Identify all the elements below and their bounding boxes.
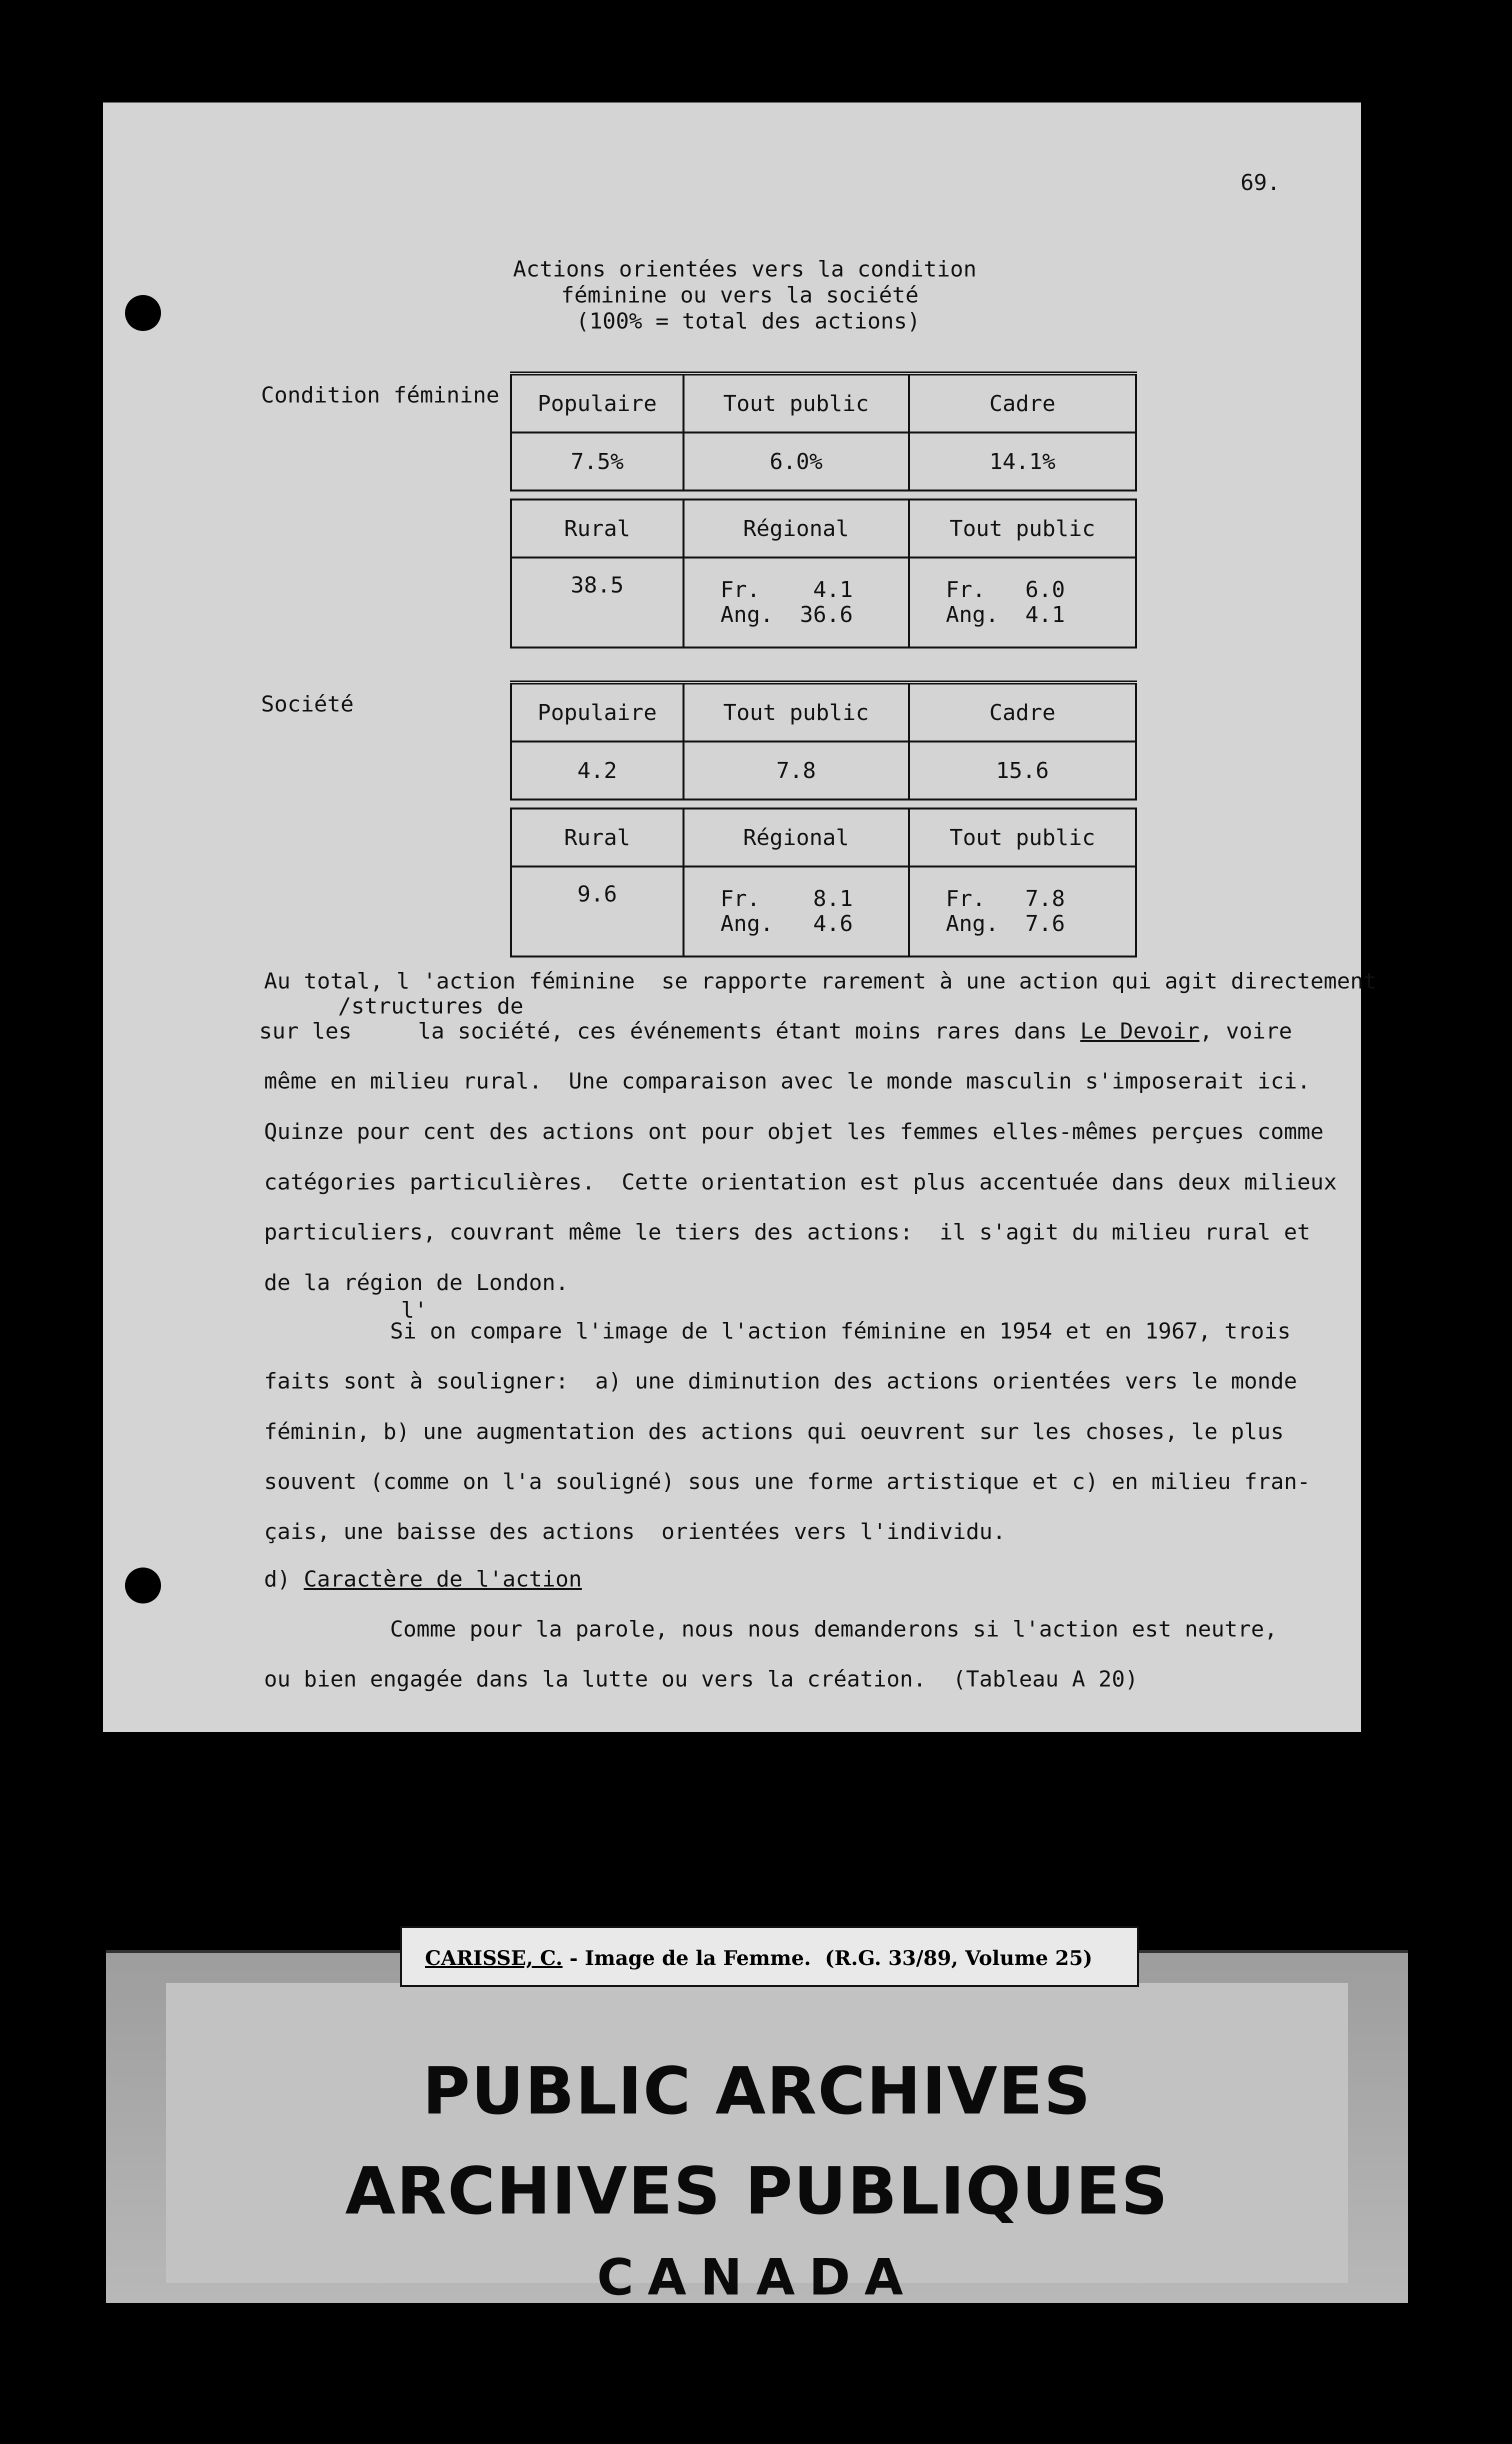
- header-cell: Régional: [684, 500, 909, 558]
- stamp-line-english: PUBLIC ARCHIVES: [422, 2053, 1092, 2129]
- table-title: [513, 256, 1053, 334]
- value-cell: 15.6: [909, 742, 1136, 800]
- text-line: Quinze pour cent des actions ont pour objet les femmes elles-mêmes perçues comme: [264, 1119, 1324, 1144]
- archives-stamp: [106, 1950, 1408, 2306]
- societe-table: [510, 680, 1137, 958]
- header-cell: Rural: [511, 500, 684, 558]
- header-cell: Tout public: [684, 374, 909, 432]
- header-cell: Rural: [511, 808, 684, 866]
- text-line: Comme pour la parole, nous nous demanderons si l'action est neutre,: [390, 1616, 1278, 1642]
- header-cell: Populaire: [511, 374, 684, 432]
- text-insert: /structures de: [338, 994, 524, 1019]
- binder-hole: [125, 1568, 161, 1604]
- text-line: même en milieu rural. Une comparaison avec le monde masculin s'imposerait ici.: [264, 1068, 1310, 1094]
- tout-public-values: [909, 866, 1136, 956]
- text-line: de la région de London.: [264, 1270, 569, 1296]
- header-cell: Tout public: [909, 808, 1136, 866]
- page-number: 69.: [1240, 170, 1280, 196]
- header-cell: Régional: [684, 808, 909, 866]
- text-segment: sur les la société, ces événements étant moins rares dans: [259, 1018, 1080, 1044]
- tout-public-ang: Ang. 7.6: [946, 911, 1065, 936]
- heading-title: Caractère de l'action: [304, 1566, 582, 1592]
- tout-public-fr: Fr. 6.0: [946, 577, 1065, 602]
- label-author: CARISSE, C.: [425, 1946, 563, 1970]
- newspaper-title: Le Devoir: [1080, 1018, 1200, 1044]
- text-line: souvent (comme on l'a souligné) sous une forme artistique et c) en milieu fran-: [264, 1469, 1310, 1494]
- value-cell: 7.5%: [511, 432, 684, 490]
- text-line: [259, 1018, 1292, 1044]
- section-heading: [264, 1566, 582, 1592]
- tout-public-values: [909, 558, 1136, 648]
- header-cell: Populaire: [511, 682, 684, 742]
- regional-values: [684, 558, 909, 648]
- text-line: Au total, l 'action féminine se rapporte rarement à une action qui agit directement: [264, 968, 1377, 994]
- table-title-line: féminine ou vers la société: [561, 282, 919, 308]
- text-line: ou bien engagée dans la lutte ou vers la création. (Tableau A 20): [264, 1666, 1138, 1692]
- document-page: [103, 102, 1377, 1732]
- heading-prefix: d): [264, 1566, 304, 1592]
- value-cell: 7.8: [684, 742, 909, 800]
- stamp-line-country: CANADA: [596, 2248, 918, 2306]
- regional-values: [684, 866, 909, 956]
- header-cell: Cadre: [909, 682, 1136, 742]
- text-line: faits sont à souligner: a) une diminution des actions orientées vers le monde: [264, 1368, 1298, 1394]
- label-reference: - Image de la Femme. (R.G. 33/89, Volume 25): [562, 1946, 1092, 1970]
- rural-value: 38.5: [511, 558, 684, 648]
- value-cell: 6.0%: [684, 432, 909, 490]
- rural-value: 9.6: [511, 866, 684, 956]
- header-cell: Tout public: [684, 682, 909, 742]
- section-label-condition-feminine: Condition féminine: [261, 382, 500, 408]
- stamp-line-french: ARCHIVES PUBLIQUES: [345, 2153, 1169, 2229]
- text-line: catégories particulières. Cette orientation est plus accentuée dans deux milieux: [264, 1170, 1337, 1195]
- regional-ang: Ang. 36.6: [720, 602, 853, 628]
- text-line: particuliers, couvrant même le tiers des actions: il s'agit du milieu rural et: [264, 1220, 1310, 1245]
- regional-ang: Ang. 4.6: [720, 911, 853, 936]
- value-cell: 4.2: [511, 742, 684, 800]
- section-label-societe: Société: [261, 692, 354, 717]
- table-title-line: Actions orientées vers la condition: [513, 256, 977, 282]
- header-cell: Tout public: [909, 500, 1136, 558]
- text-segment: , voire: [1199, 1018, 1292, 1044]
- text-insert: l': [401, 1298, 428, 1323]
- tout-public-ang: Ang. 4.1: [946, 602, 1065, 628]
- value-cell: 14.1%: [909, 432, 1136, 490]
- stamp-paper: [166, 1983, 1348, 2306]
- text-line: féminin, b) une augmentation des actions qui oeuvrent sur les choses, le plus: [264, 1419, 1284, 1444]
- regional-fr: Fr. 8.1: [720, 886, 853, 912]
- tout-public-fr: Fr. 7.8: [946, 886, 1065, 912]
- table-title-line: (100% = total des actions): [576, 308, 920, 334]
- archive-label-card: [400, 1926, 1139, 1987]
- header-cell: Cadre: [909, 374, 1136, 432]
- condition-feminine-table: [510, 372, 1137, 648]
- text-line: çais, une baisse des actions orientées vers l'individu.: [264, 1519, 1006, 1544]
- binder-hole: [125, 295, 161, 331]
- regional-fr: Fr. 4.1: [720, 577, 853, 602]
- text-line: Si on compare l'image de l'action féminine en 1954 et en 1967, trois: [390, 1318, 1291, 1344]
